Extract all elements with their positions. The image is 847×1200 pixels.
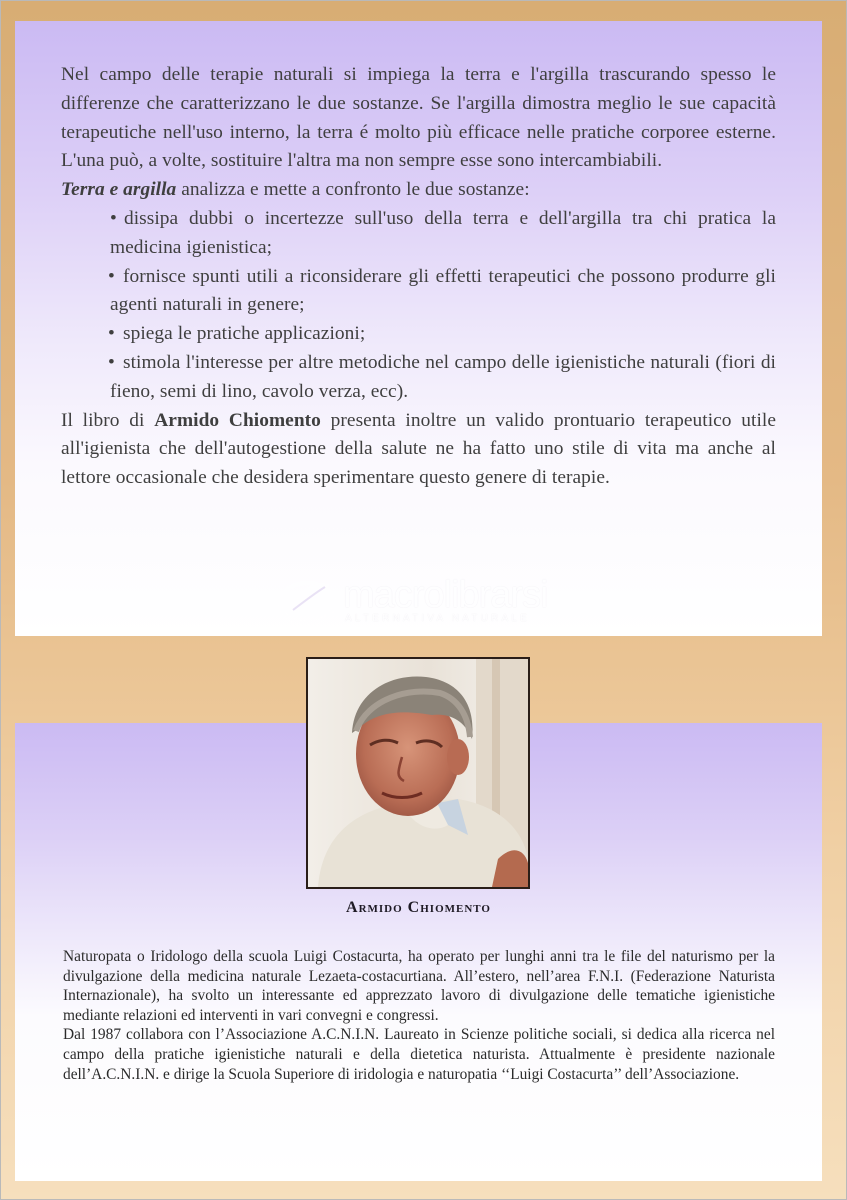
book-title: Terra e argilla bbox=[61, 179, 177, 201]
blurb-lead bbox=[61, 176, 776, 205]
author-bio bbox=[63, 947, 775, 1084]
author-photo bbox=[306, 657, 530, 889]
closing-author: Armido Chiomento bbox=[154, 409, 321, 431]
bullet-text: spiega le pratiche applicazioni; bbox=[123, 323, 366, 345]
watermark-tagline: ALTERNATIVA NATURALE bbox=[345, 613, 530, 624]
bullet-text: fornisce spunti utili a riconsiderare gli effetti terapeutici che possono produrre gli agenti naturali in genere; bbox=[110, 265, 776, 316]
bullet-icon: • bbox=[108, 265, 115, 287]
blurb-text bbox=[61, 61, 776, 493]
closing-post: presenta inoltre un valido prontuario terapeutico utile all'igienista che dell'autogestione della salute ne ha fatto uno stile di vita ma anche al lettore occasionale che desidera sperimentare questo genere di terapie. bbox=[61, 409, 776, 489]
blurb-intro: Nel campo delle terapie naturali si impiega la terra e l'argilla trascurando spesso le differenze che caratterizzano le due sostanze. Se l'argilla dimostra meglio le sue capacità terapeutiche nell'uso interno, la terra é molto più efficace nelle pratiche corporee esterne. L'una può, a volte, sostituire l'altra ma non sempre esse sono intercambiabili. bbox=[61, 64, 776, 172]
list-item bbox=[61, 349, 776, 407]
bio-paragraph-1: Naturopata o Iridologo della scuola Luigi Costacurta, ha operato per lunghi anni tra le file del naturismo per la divulgazione della medicina naturale Lezaeta-costacurtiana. All’estero, nell’area F.N.I. (Federazione Naturista Internazionale), ha svolto un interessante ed apprezzato lavoro di divulgazione delle tematiche igienistiche mediante relazioni ed interventi in vari convegni e congressi. bbox=[63, 948, 775, 1024]
leaf-logo-icon bbox=[277, 573, 339, 627]
blurb-lead-in: analizza e mette a confronto le due sostanze: bbox=[176, 179, 530, 201]
bullet-icon: • bbox=[108, 351, 115, 373]
watermark bbox=[277, 573, 577, 633]
bullet-text: stimola l'interesse per altre metodiche nel campo delle igienistiche naturali (fiori di fieno, semi di lino, cavolo verza, ecc). bbox=[110, 351, 776, 402]
author-portrait-image bbox=[308, 659, 528, 887]
bullet-icon: • bbox=[110, 207, 117, 229]
list-item bbox=[61, 263, 776, 321]
closing-pre: Il libro di bbox=[61, 409, 155, 431]
blurb-bullet-list bbox=[61, 205, 776, 407]
blurb-closing bbox=[61, 407, 776, 493]
blurb-panel bbox=[15, 21, 822, 636]
bullet-text: dissipa dubbi o incertezze sull'uso della terra e dell'argilla tra chi pratica la medicina igienistica; bbox=[110, 207, 776, 258]
bullet-icon: • bbox=[108, 323, 115, 345]
watermark-name: macrolibrarsi bbox=[343, 574, 548, 616]
list-item bbox=[61, 320, 776, 349]
list-item bbox=[61, 205, 776, 263]
bio-paragraph-2: Dal 1987 collabora con l’Associazione A.C.N.I.N. Laureato in Scienze politiche sociali, si dedica alla ricerca nel campo della pratiche igienistiche naturali e della dietetica naturista. Attualmente è presidente nazionale dell’A.C.N.I.N. e dirige la Scuola Superiore di iridologia e naturopatia ‘‘Luigi Costacurta’’ dell’Associazione. bbox=[63, 1026, 775, 1083]
author-name: Armido Chiomento bbox=[346, 899, 491, 916]
